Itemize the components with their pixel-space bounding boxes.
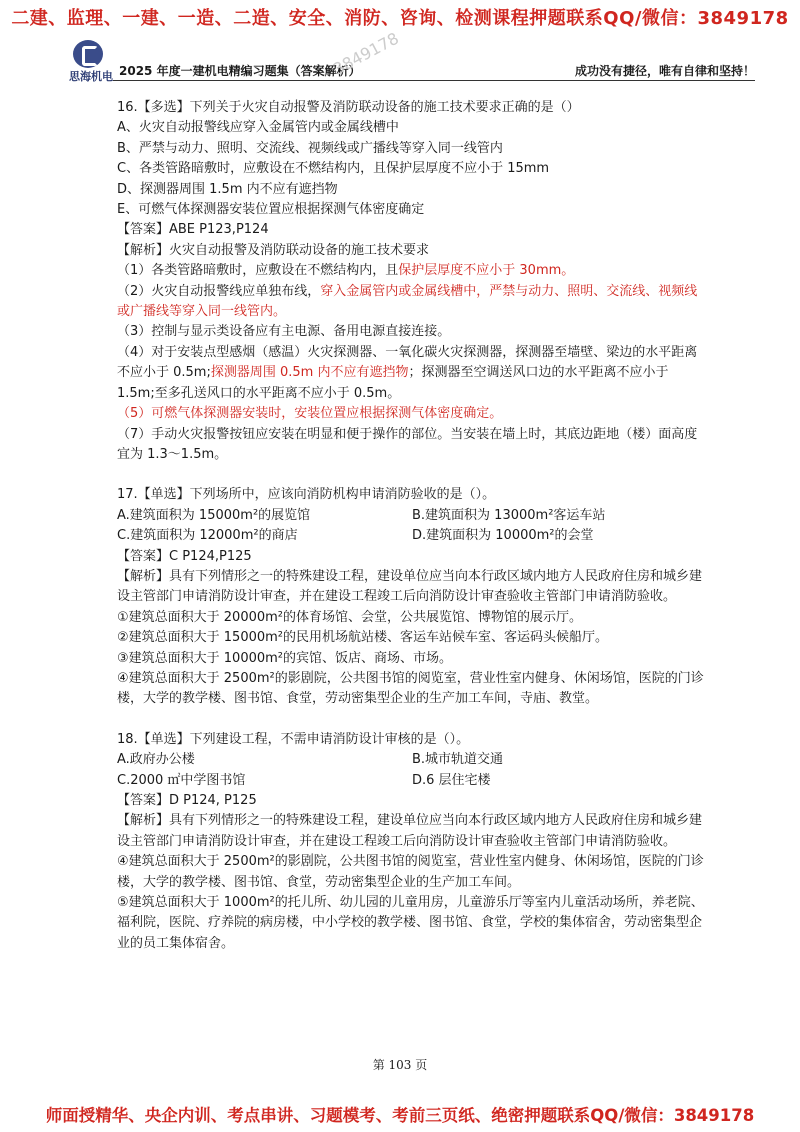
q17-analysis: 【解析】具有下列情形之一的特殊建设工程，建设单位应当向本行政区域内地方人民政府住房和城乡建设主管部门申请消防设计审查，并在建设工程竣工后向消防设计审查验收主管部门申请消防验收。 <box>117 568 703 605</box>
q16-analysis-1-highlight: 保护层厚度不应小于 30mm。 <box>398 263 575 279</box>
q16-analysis-1 <box>117 261 707 281</box>
header-divider <box>113 80 755 81</box>
q17-item-1: ①建筑总面积大于 20000m²的体育场馆、会堂，公共展览馆、博物馆的展示厅。 <box>117 609 583 625</box>
q17-option-c: C.建筑面积为 12000m²的商店 <box>117 528 298 544</box>
q16-analysis-2 <box>117 282 707 323</box>
q16-analysis-7: （7）手动火灾报警按钮应安装在明显和便于操作的部位。当安装在墙上时，其底边距地（楼）面高度宜为 1.3～1.5m。 <box>117 426 698 462</box>
q18-options-row-1 <box>117 750 707 770</box>
q18-option-a: A.政府办公楼 <box>117 752 195 768</box>
q18-option-b: B.城市轨道交通 <box>412 752 504 768</box>
q16-analysis-4 <box>117 343 707 404</box>
q16-option-d: D、探测器周围 1.5m 内不应有遮挡物 <box>117 181 338 197</box>
q17-option-b: B.建筑面积为 13000m²客运车站 <box>412 507 606 523</box>
q16-analysis-title: 【解析】火灾自动报警及消防联动设备的施工技术要求 <box>117 242 430 258</box>
q18-options-row-2 <box>117 771 707 791</box>
bottom-promo-banner: 师面授精华、央企内训、考点串讲、习题模考、考前三页纸、绝密押题联系QQ/微信：3849178 <box>45 1106 755 1125</box>
q18-answer: 【答案】D P124, P125 <box>117 793 257 808</box>
q17-item-3: ③建筑总面积大于 10000m²的宾馆、饭店、商场、市场。 <box>117 650 453 666</box>
logo-text: 思海机电 <box>69 70 113 83</box>
q16-analysis-4-tail: ；探测器至空调送风口边的水平距离不应小于 1.5m;至多孔送风口的水平距离不应小于 0.5m。 <box>117 365 669 401</box>
q17-answer: 【答案】C P124,P125 <box>117 548 252 564</box>
q17-options-row-2 <box>117 526 707 546</box>
q17-item-2: ②建筑总面积大于 15000m²的民用机场航站楼、客运车站候车室、客运码头候船厅。 <box>117 630 609 646</box>
q17-option-a: A.建筑面积为 15000m²的展览馆 <box>117 507 311 523</box>
q18-option-d: D.6 层住宅楼 <box>412 772 491 788</box>
watermark: 3849178 <box>330 28 402 79</box>
top-promo-banner: 二建、监理、一建、一造、二造、安全、消防、咨询、检测课程押题联系QQ/微信：3849178 <box>11 8 789 29</box>
q17-item-4: ④建筑总面积大于 2500m²的影剧院，公共图书馆的阅览室，营业性室内健身、休闲场馆，医院的门诊楼，大学的教学楼、图书馆、食堂，劳动密集型企业的生产加工车间，寺庙、教堂。 <box>117 670 704 707</box>
document-title: 2025 年度一建机电精编习题集（答案解析） <box>119 64 361 78</box>
q16-option-b: B、严禁与动力、照明、交流线、视频线或广播线等穿入同一线管内 <box>117 140 503 156</box>
q16-analysis-5: （5）可燃气体探测器安装时，安装位置应根据探测气体密度确定。 <box>117 406 503 422</box>
header-slogan: 成功没有捷径，唯有自律和坚持！ <box>574 64 755 78</box>
q17-options-row-1 <box>117 506 707 526</box>
q16-title: 16.【多选】下列关于火灾自动报警及消防联动设备的施工技术要求正确的是（） <box>117 100 580 115</box>
q18-item-4: ④建筑总面积大于 2500m²的影剧院，公共图书馆的阅览室，营业性室内健身、休闲场馆，医院的门诊楼，大学的教学楼、图书馆、食堂，劳动密集型企业的生产加工车间。 <box>117 854 704 890</box>
page-content <box>117 98 707 954</box>
q16-option-c: C、各类管路暗敷时，应敷设在不燃结构内，且保护层厚度不应小于 15mm <box>117 161 550 177</box>
q17-option-d: D.建筑面积为 10000m²的会堂 <box>412 528 594 544</box>
brand-logo <box>65 40 113 84</box>
q18-analysis: 【解析】具有下列情形之一的特殊建设工程，建设单位应当向本行政区域内地方人民政府住房和城乡建设主管部门申请消防设计审查，并在建设工程竣工后向消防设计审查验收主管部门申请消防验收。 <box>117 813 703 849</box>
logo-icon <box>73 40 103 68</box>
q18-option-c: C.2000 ㎡中学图书馆 <box>117 772 246 788</box>
q16-option-e: E、可燃气体探测器安装位置应根据探测气体密度确定 <box>117 202 425 218</box>
q16-option-a: A、火灾自动报警线应穿入金属管内或金属线槽中 <box>117 120 399 136</box>
q17-title: 17.【单选】下列场所中，应该向消防机构申请消防验收的是（）。 <box>117 487 496 503</box>
q16-answer: 【答案】ABE P123,P124 <box>117 222 269 238</box>
page-header <box>65 40 755 82</box>
q16-analysis-1-text: （1）各类管路暗敷时，应敷设在不燃结构内，且 <box>117 263 399 279</box>
q16-analysis-4-text: （4）对于安装点型感烟（感温）火灾探测器、一氧化碳火灾探测器，探测器至墙壁、梁边的水平距离不应小于 0.5m; <box>117 344 698 381</box>
q18-title: 18.【单选】下列建设工程，不需申请消防设计审核的是（）。 <box>117 731 470 747</box>
q16-analysis-2-highlight: 穿入金属管内或金属线槽中，严禁与动力、照明、交流线、视频线或广播线等穿入同一线管内。 <box>117 283 698 320</box>
q16-analysis-4-highlight: 探测器周围 0.5m 内不应有遮挡物 <box>210 365 409 381</box>
page-number: 第 103 页 <box>372 1058 428 1072</box>
q16-analysis-2-text: （2）火灾自动报警线应单独布线， <box>117 283 321 299</box>
q18-item-5: ⑤建筑总面积大于 1000m²的托儿所、幼儿园的儿童用房，儿童游乐厅等室内儿童活动场所，养老院、福利院，医院、疗养院的病房楼，中小学校的教学楼、图书馆、食堂，学校的集体宿舍，劳动密集型企业的员工集体宿舍。 <box>117 895 704 951</box>
q16-analysis-3: （3）控制与显示类设备应有主电源、备用电源直接连接。 <box>117 324 451 340</box>
